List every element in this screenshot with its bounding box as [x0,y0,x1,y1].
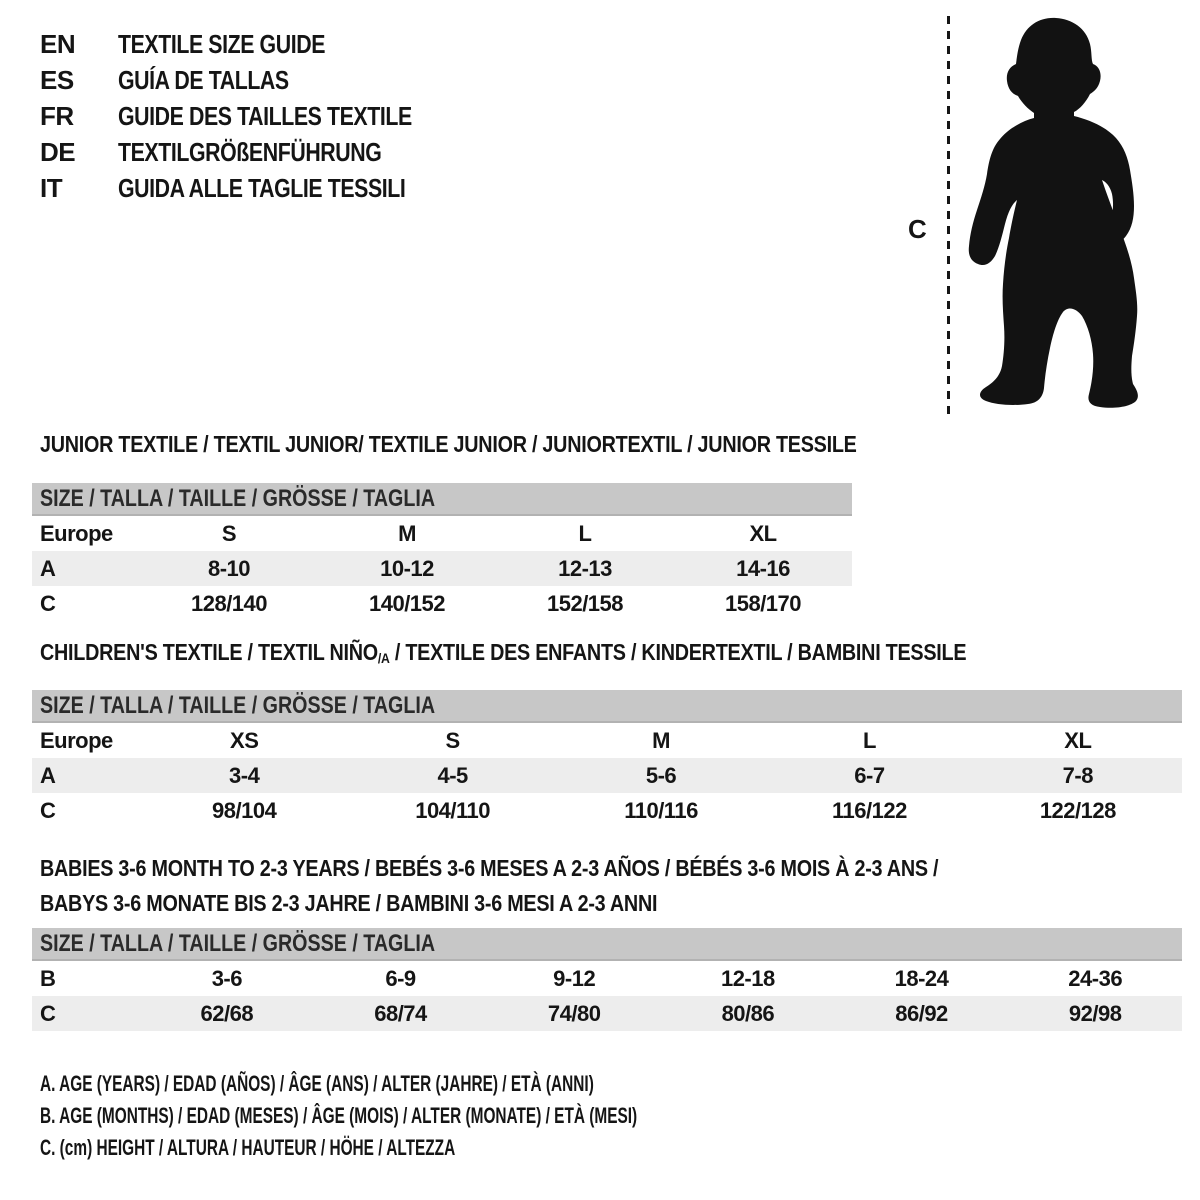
language-row-es [40,62,476,98]
height-cell: 104/110 [415,798,491,823]
age-cell: 4-5 [437,763,468,788]
language-row-de [40,134,476,170]
language-label: TEXTILE SIZE GUIDE [118,29,326,59]
language-label: GUIDE DES TAILLES TEXTILE [118,101,412,131]
age-cell: 10-12 [380,556,434,581]
height-cell: 116/122 [832,798,907,823]
language-code: FR [40,101,74,131]
babies-size-table [32,928,1182,1031]
age-cell: 6-7 [854,763,885,788]
size-cell: S [221,521,237,546]
language-code: EN [40,29,76,59]
language-row-it [40,170,476,206]
junior-row-height [32,586,852,621]
row-label: C [40,591,56,616]
row-label: B [40,966,56,991]
row-label: C [40,798,56,823]
size-cell: L [862,728,876,753]
age-cell: 7-8 [1062,763,1093,788]
size-header-text: SIZE / TALLA / TAILLE / GRÖSSE / TAGLIA [40,485,436,512]
children-row-age [32,758,1182,793]
children-section-title-text [40,639,966,670]
language-label: GUIDA ALLE TAGLIE TESSILI [118,173,406,203]
age-cell: 8-10 [207,556,251,581]
months-cell: 18-24 [894,966,949,991]
months-cell: 6-9 [385,966,416,991]
babies-row-height [32,996,1182,1031]
height-cell: 122/128 [1039,798,1116,823]
children-title-subscript: /A [377,651,390,668]
junior-section-title-text: JUNIOR TEXTILE / TEXTIL JUNIOR/ TEXTILE JUNIOR / JUNIORTEXTIL / JUNIOR TESSILE [40,431,857,457]
size-cell: XS [230,728,259,753]
height-measure-label: C [908,214,927,244]
row-label: A [40,556,56,581]
height-cell: 158/170 [724,591,802,616]
babies-title-line2: BABYS 3-6 MONATE BIS 2-3 JAHRE / BAMBINI 3-6 MESI A 2-3 ANNI [40,890,658,916]
legend [40,1068,893,1164]
legend-text: B. AGE (MONTHS) / EDAD (MESES) / ÂGE (MOIS) / ALTER (MONATE) / ETÀ (MESI) [40,1103,638,1128]
legend-line-b [40,1100,893,1132]
language-code: IT [40,173,63,203]
size-cell: XL [1064,728,1092,753]
babies-section-title [40,851,1085,921]
height-cell: 62/68 [200,1001,254,1026]
children-size-table [32,690,1182,828]
language-label: GUÍA DE TALLAS [118,65,289,95]
height-cell: 110/116 [624,798,698,823]
row-label: A [40,763,56,788]
height-cell: 74/80 [547,1001,601,1026]
height-cell: 80/86 [721,1001,775,1026]
months-cell: 3-6 [211,966,242,991]
age-cell: 3-4 [229,763,260,788]
toddler-silhouette-icon [960,12,1146,414]
height-cell: 98/104 [212,798,277,823]
babies-table-size-header [32,928,1182,961]
age-cell: 5-6 [645,763,677,788]
legend-line-a [40,1068,893,1100]
legend-line-c [40,1132,893,1164]
language-code: ES [40,65,74,95]
height-cell: 140/152 [368,591,446,616]
legend-text: A. AGE (YEARS) / EDAD (AÑOS) / ÂGE (ANS) / ALTER (JAHRE) / ETÀ (ANNI) [40,1071,594,1096]
language-row-fr [40,98,476,134]
language-row-en [40,26,476,62]
legend-text: C. (cm) HEIGHT / ALTURA / HAUTEUR / HÖHE / ALTEZZA [40,1135,456,1160]
age-cell: 12-13 [558,556,612,581]
size-cell: S [445,728,460,753]
months-cell: 24-36 [1068,966,1123,991]
children-row-europe [32,723,1182,758]
height-cell: 128/140 [190,591,268,616]
language-list [40,26,476,206]
children-table-size-header [32,690,1182,723]
row-label: Europe [40,728,113,753]
size-cell: L [578,521,592,546]
height-cell: 86/92 [895,1001,948,1026]
months-cell: 9-12 [553,966,596,991]
children-section-title [40,639,1117,670]
size-header-text: SIZE / TALLA / TAILLE / GRÖSSE / TAGLIA [40,692,436,719]
size-cell: M [398,521,416,546]
months-cell: 12-18 [720,966,775,991]
language-code: DE [40,137,76,167]
children-title-prefix: CHILDREN'S TEXTILE / TEXTIL NIÑO [40,639,378,665]
size-cell: M [652,728,670,753]
babies-title-line1: BABIES 3-6 MONTH TO 2-3 YEARS / BEBÉS 3-6 MESES A 2-3 AÑOS / BÉBÉS 3-6 MOIS À 2-3 ANS / [40,855,939,881]
junior-table-size-header [32,483,852,516]
junior-section-title [40,431,990,458]
height-cell: 68/74 [374,1001,427,1026]
babies-row-months [32,961,1182,996]
junior-row-europe [32,516,852,551]
children-title-suffix: / TEXTILE DES ENFANTS / KINDERTEXTIL / BAMBINI TESSILE [389,639,967,665]
row-label: C [40,1001,56,1026]
age-cell: 14-16 [736,556,790,581]
row-label: Europe [40,521,113,546]
size-cell: XL [749,521,777,546]
height-measure-dashed-line [947,16,950,414]
junior-size-table [32,483,852,621]
children-row-height [32,793,1182,828]
height-cell: 152/158 [546,591,624,616]
height-cell: 92/98 [1068,1001,1122,1026]
language-label: TEXTILGRÖßENFÜHRUNG [118,137,382,167]
junior-row-age [32,551,852,586]
size-header-text: SIZE / TALLA / TAILLE / GRÖSSE / TAGLIA [40,930,436,957]
